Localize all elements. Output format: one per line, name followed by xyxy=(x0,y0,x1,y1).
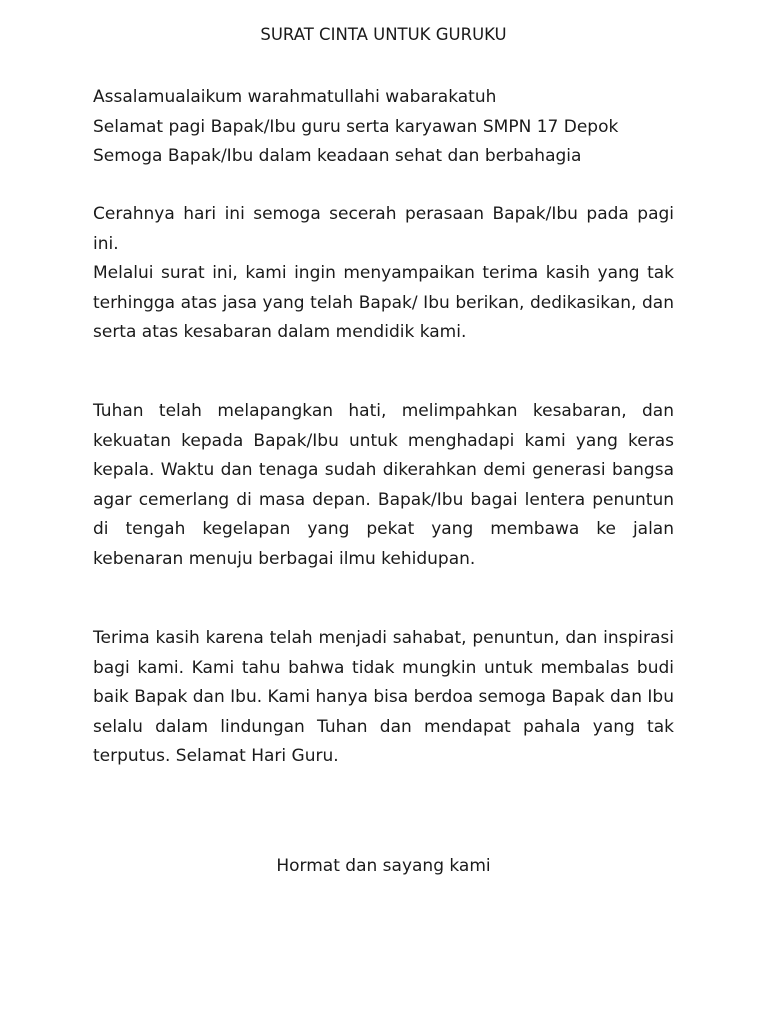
letter-title: SURAT CINTA UNTUK GURUKU xyxy=(260,25,507,44)
paragraph-opening-sentence-2: Melalui surat ini, kami ingin menyampaikan terima kasih yang tak terhingga atas jasa yang telah Bapak/ Ibu berikan, dedikasikan, dan serta atas kesabaran dalam mendidik kami. xyxy=(93,263,674,342)
paragraph-opening xyxy=(93,200,674,348)
greeting-line-wish: Semoga Bapak/Ibu dalam keadaan sehat dan berbahagia xyxy=(93,146,582,166)
greeting-block xyxy=(93,83,674,172)
paragraph-opening-sentence-1: Cerahnya hari ini semoga secerah perasaan Bapak/Ibu pada pagi ini. xyxy=(93,204,674,254)
greeting-line-morning: Selamat pagi Bapak/Ibu guru serta karyawan SMPN 17 Depok xyxy=(93,116,619,137)
greeting-line-salam: Assalamualaikum warahmatullahi wabarakatuh xyxy=(93,87,497,107)
paragraph-gratitude: Tuhan telah melapangkan hati, melimpahkan kesabaran, dan kekuatan kepada Bapak/Ibu untuk menghadapi kami yang keras kepala. Waktu dan tenaga sudah dikerahkan demi generasi bangsa agar cemerlang di masa depan. Bapak/Ibu bagai lentera penuntun di tengah kegelapan yang pekat yang membawa ke jalan kebenaran menuju berbagai ilmu kehidupan. xyxy=(93,401,674,569)
signoff: Hormat dan sayang kami xyxy=(276,856,491,876)
paragraph-closing: Terima kasih karena telah menjadi sahabat, penuntun, dan inspirasi bagi kami. Kami tahu bahwa tidak mungkin untuk membalas budi baik Bapak dan Ibu. Kami hanya bisa berdoa semoga Bapak dan Ibu selalu dalam lindungan Tuhan dan mendapat pahala yang tak terputus. Selamat Hari Guru. xyxy=(93,628,674,766)
